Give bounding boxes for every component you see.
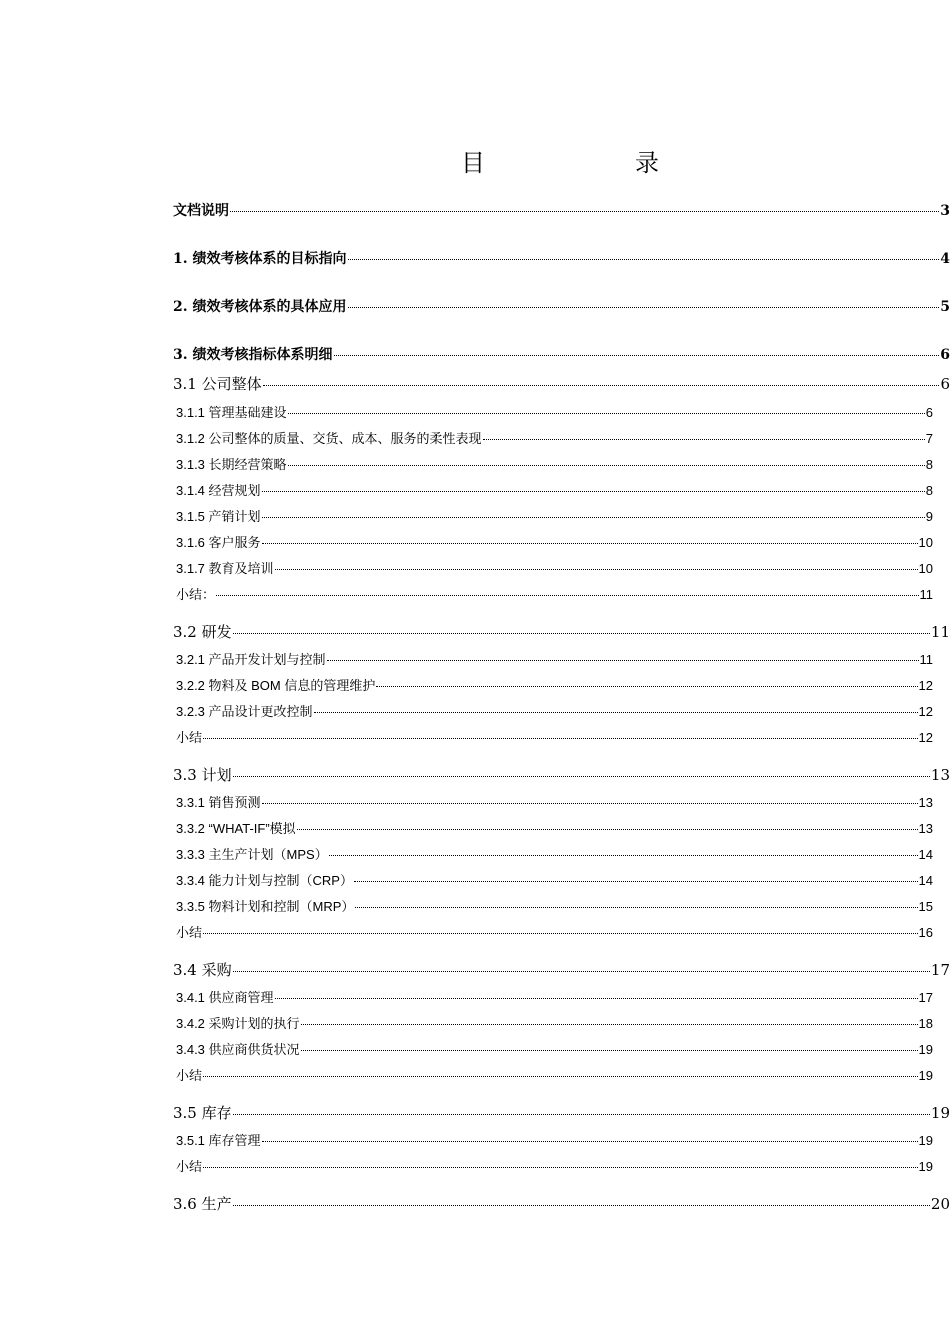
toc-leader-dots	[348, 293, 940, 308]
toc-entry-label: 3.1 公司整体	[173, 375, 262, 393]
toc-entry-page-number: 19	[918, 1159, 933, 1174]
toc-entry-page-number: 14	[918, 873, 933, 888]
toc-entry-label: 3.4.2 采购计划的执行	[176, 1016, 300, 1031]
toc-entry-label: 小结	[176, 1068, 203, 1083]
toc-entry-label: 3.2.3 产品设计更改控制	[176, 704, 313, 719]
toc-entry[interactable]	[176, 506, 933, 525]
toc-entry-page-number: 12	[918, 678, 933, 693]
toc-leader-dots	[314, 699, 918, 713]
toc-entry[interactable]	[176, 896, 933, 915]
toc-entry-page-number: 13	[930, 766, 950, 784]
toc-entry[interactable]	[176, 1130, 933, 1149]
toc-entry-page-number: 8	[925, 457, 933, 472]
toc-leader-dots	[233, 761, 930, 777]
toc-heading-char-2: 录	[635, 149, 659, 177]
toc-entry-page-number: 10	[918, 561, 933, 576]
toc-entry[interactable]	[173, 373, 950, 394]
toc-entry[interactable]	[176, 818, 933, 837]
toc-leader-dots	[275, 985, 918, 999]
toc-entry-label: 3.1.6 客户服务	[176, 535, 261, 550]
toc-entry-page-number: 12	[918, 730, 933, 745]
toc-entry-label: 3. 绩效考核指标体系明细	[173, 347, 333, 363]
toc-leader-dots	[297, 816, 918, 830]
toc-leader-dots	[334, 341, 940, 356]
toc-entry[interactable]	[176, 675, 933, 694]
toc-entry-label: 3.3.4 能力计划与控制（CRP）	[176, 873, 353, 888]
toc-entry-page-number: 3	[940, 203, 950, 219]
toc-entry-page-number: 14	[918, 847, 933, 862]
toc-entry[interactable]	[176, 922, 933, 941]
toc-entry-label: 3.1.1 管理基础建设	[176, 405, 287, 420]
toc-leader-dots	[483, 426, 925, 440]
toc-entry[interactable]	[173, 344, 950, 364]
toc-entry-label: 3.3 计划	[173, 766, 232, 784]
toc-entry[interactable]	[176, 727, 933, 746]
toc-entry-label: 小结：	[176, 587, 216, 602]
toc-leader-dots	[327, 647, 919, 661]
toc-entry-page-number: 6	[940, 375, 950, 393]
toc-leader-dots	[262, 790, 918, 804]
toc-heading	[0, 143, 950, 178]
toc-entry-label: 3.5 库存	[173, 1104, 232, 1122]
toc-leader-dots	[376, 673, 917, 687]
toc-entry[interactable]	[176, 532, 933, 551]
toc-leader-dots	[348, 245, 940, 260]
toc-entry-label: 3.1.7 教育及培训	[176, 561, 274, 576]
toc-entry[interactable]	[176, 480, 933, 499]
toc-entry-page-number: 5	[940, 299, 950, 315]
toc-entry-page-number: 4	[940, 251, 950, 267]
toc-entry[interactable]	[176, 558, 933, 577]
toc-leader-dots	[262, 478, 925, 492]
toc-entry-page-number: 17	[918, 990, 933, 1005]
toc-leader-dots	[203, 725, 918, 739]
toc-heading-char-1: 目	[461, 149, 485, 177]
toc-entry-page-number: 13	[918, 795, 933, 810]
toc-entry-page-number: 18	[918, 1016, 933, 1031]
toc-entry[interactable]	[173, 248, 950, 268]
toc-entry-page-number: 19	[918, 1133, 933, 1148]
toc-entry-label: 小结	[176, 730, 203, 745]
toc-entry-page-number: 6	[940, 347, 950, 363]
toc-leader-dots	[288, 452, 925, 466]
toc-entry[interactable]	[173, 621, 950, 642]
toc-entry-page-number: 6	[925, 405, 933, 420]
toc-entry-page-number: 13	[918, 821, 933, 836]
toc-entry-page-number: 17	[930, 961, 950, 979]
toc-leader-dots	[216, 582, 918, 596]
toc-entry-label: 小结	[176, 925, 203, 940]
toc-entry-label: 3.3.1 销售预测	[176, 795, 261, 810]
toc-entry[interactable]	[176, 649, 933, 668]
toc-leader-dots	[354, 868, 918, 882]
toc-entry[interactable]	[176, 1156, 933, 1175]
toc-entry-label: 3.4.1 供应商管理	[176, 990, 274, 1005]
toc-entry[interactable]	[173, 764, 950, 785]
toc-entry-label: 3.1.2 公司整体的质量、交货、成本、服务的柔性表现	[176, 431, 482, 446]
toc-entry-page-number: 15	[918, 899, 933, 914]
toc-entry-label: 3.4 采购	[173, 961, 232, 979]
toc-leader-dots	[262, 530, 918, 544]
toc-entry-page-number: 8	[925, 483, 933, 498]
toc-entry-page-number: 19	[930, 1104, 950, 1122]
toc-entry-page-number: 19	[918, 1068, 933, 1083]
toc-leader-dots	[301, 1037, 918, 1051]
toc-leader-dots	[355, 894, 917, 908]
toc-entry-page-number: 10	[918, 535, 933, 550]
toc-entry-page-number: 19	[918, 1042, 933, 1057]
toc-entry-page-number: 9	[925, 509, 933, 524]
toc-leader-dots	[301, 1011, 918, 1025]
toc-entry-label: 1. 绩效考核体系的目标指向	[173, 251, 347, 267]
toc-entry[interactable]	[176, 1065, 933, 1084]
toc-entry-label: 3.4.3 供应商供货状况	[176, 1042, 300, 1057]
toc-entry[interactable]	[176, 1039, 933, 1058]
toc-entry-label: 3.2.2 物料及 BOM 信息的管理维护	[176, 678, 376, 693]
toc-entry-label: 3.6 生产	[173, 1195, 232, 1213]
toc-entry-page-number: 12	[918, 704, 933, 719]
toc-entry[interactable]	[176, 454, 933, 473]
toc-entry[interactable]	[176, 792, 933, 811]
toc-entry-label: 2. 绩效考核体系的具体应用	[173, 299, 347, 315]
toc-leader-dots	[275, 556, 918, 570]
toc-entry-label: 3.3.5 物料计划和控制（MRP）	[176, 899, 355, 914]
toc-entry[interactable]	[176, 701, 933, 720]
toc-leader-dots	[203, 1063, 918, 1077]
toc-entry[interactable]	[176, 428, 933, 447]
toc-entry[interactable]	[173, 1193, 950, 1214]
toc-entry[interactable]	[176, 987, 933, 1006]
toc-leader-dots	[329, 842, 918, 856]
toc-entry[interactable]	[176, 402, 933, 421]
toc-entry[interactable]	[176, 870, 933, 889]
toc-entry-label: 3.3.2 “WHAT-IF”模拟	[176, 821, 296, 836]
toc-entry-label: 文档说明	[173, 203, 229, 219]
toc-leader-dots	[263, 370, 940, 386]
toc-entry-label: 3.5.1 库存管理	[176, 1133, 261, 1148]
toc-entry-label: 3.3.3 主生产计划（MPS）	[176, 847, 328, 862]
toc-leader-dots	[203, 920, 918, 934]
toc-leader-dots	[203, 1154, 918, 1168]
toc-leader-dots	[233, 1190, 930, 1206]
toc-entry-label: 小结	[176, 1159, 203, 1174]
toc-entry[interactable]	[173, 200, 950, 220]
toc-leader-dots	[262, 1128, 918, 1142]
toc-entry-page-number: 11	[919, 587, 933, 602]
toc-entry[interactable]	[176, 844, 933, 863]
toc-leader-dots	[288, 400, 925, 414]
toc-entry[interactable]	[173, 296, 950, 316]
toc-entry-page-number: 7	[925, 431, 933, 446]
toc-entry-page-number: 11	[930, 623, 950, 641]
toc-entry[interactable]	[176, 584, 933, 603]
toc-entry-label: 3.1.5 产销计划	[176, 509, 261, 524]
toc-entry[interactable]	[176, 1013, 933, 1032]
toc-entry-label: 3.2.1 产品开发计划与控制	[176, 652, 326, 667]
toc-entry[interactable]	[173, 1102, 950, 1123]
toc-leader-dots	[262, 504, 925, 518]
toc-entry-page-number: 20	[930, 1195, 950, 1213]
toc-entry-label: 3.1.4 经营规划	[176, 483, 261, 498]
toc-entry-label: 3.2 研发	[173, 623, 232, 641]
toc-entry-page-number: 16	[918, 925, 933, 940]
toc-entry-page-number: 11	[919, 652, 933, 667]
toc-leader-dots	[233, 1099, 930, 1115]
toc-leader-dots	[230, 197, 939, 212]
toc-entry-label: 3.1.3 长期经营策略	[176, 457, 287, 472]
toc-leader-dots	[233, 956, 930, 972]
toc-leader-dots	[233, 618, 930, 634]
toc-entry[interactable]	[173, 959, 950, 980]
